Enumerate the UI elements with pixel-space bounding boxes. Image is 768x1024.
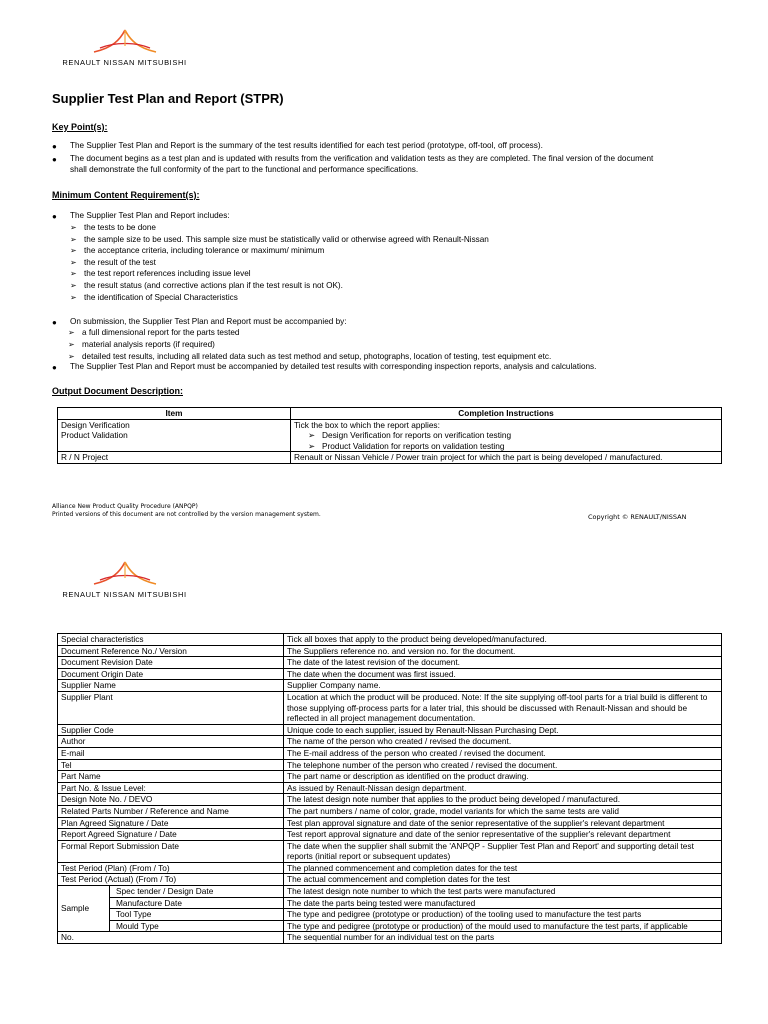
table-row: [58, 657, 722, 669]
key-points-heading: Key Point(s):: [52, 122, 108, 132]
table-row: [58, 680, 722, 692]
table-cell: Related Parts Number / Reference and Name: [58, 805, 284, 817]
table-cell: The name of the person who created / revised the document.: [284, 736, 722, 748]
sub-item-2: ➢ the sample size to be used. This sample size must be statistically valid or otherwise agreed with Renault-Nissan: [70, 235, 489, 244]
arrow-icon: ➢: [70, 235, 77, 244]
table-cell: The sequential number for an individual test on the parts: [284, 932, 722, 944]
table-row: [58, 645, 722, 657]
arrow-icon: ➢: [308, 430, 315, 441]
table-cell: The type and pedigree (prototype or production) of the mould used to manufacture the test parts, if applicable: [284, 920, 722, 932]
table-row: [58, 862, 722, 874]
table-cell: The part numbers / name of color, grade, model variants for which the same tests are valid: [284, 805, 722, 817]
table-header-row: [58, 408, 722, 420]
arrow-icon: ➢: [308, 440, 315, 451]
sub-item-5: ➢ the test report references including issue level: [70, 269, 251, 278]
table-cell: The latest design note number to which the test parts were manufactured: [284, 886, 722, 898]
sub2-item-3: ➢ detailed test results, including all related data such as test method and setup, photographs, location of testing, test equipment etc.: [68, 352, 552, 361]
min-content-last: The Supplier Test Plan and Report must be accompanied by detailed test results with corresponding inspection reports, analysis and calculations.: [70, 362, 597, 371]
brand-text: RENAULT NISSAN MITSUBISHI: [62, 590, 187, 599]
table-row: [58, 736, 722, 748]
arrow-icon: ➢: [68, 328, 75, 337]
col-instructions-header: Completion Instructions: [291, 408, 722, 420]
table-cell: Test Period (Plan) (From / To): [58, 862, 284, 874]
table-cell: Manufacture Date: [110, 897, 284, 909]
min-content-intro2: On submission, the Supplier Test Plan and Report must be accompanied by:: [70, 317, 347, 326]
table-row: [58, 920, 722, 932]
table-cell: Unique code to each supplier, issued by Renault-Nissan Purchasing Dept.: [284, 724, 722, 736]
table-row: [58, 829, 722, 841]
table-cell: Author: [58, 736, 284, 748]
table-cell: The E-mail address of the person who created / revised the document.: [284, 747, 722, 759]
table-cell: Location at which the product will be produced. Note: If the site supplying off-tool parts for a trial build is different to those supplying off-process parts for a later trial, this should be discussed with Renault-Nissan and should be reflected in all project management documentation.: [284, 691, 722, 724]
table-cell: No.: [58, 932, 284, 944]
table-cell: Design Verification Product Validation: [58, 419, 291, 452]
table-cell: The latest design note number that applies to the product being developed / manufactured.: [284, 794, 722, 806]
table-cell: The date when the supplier shall submit the 'ANPQP - Supplier Test Plan and Report' and supporting detail test reports (initial report or subsequent updates): [284, 840, 722, 862]
arrow-icon: ➢: [70, 269, 77, 278]
bullet-icon: ●: [52, 142, 57, 151]
table-row: [58, 840, 722, 862]
table-cell: Design Note No. / DEVO: [58, 794, 284, 806]
table-cell: Supplier Company name.: [284, 680, 722, 692]
sub2-item-2: ➢ material analysis reports (if required): [68, 340, 215, 349]
table-row: [58, 747, 722, 759]
table-row: [58, 794, 722, 806]
table-cell: Part No. & Issue Level:: [58, 782, 284, 794]
table-row: [58, 634, 722, 646]
definitions-table: [57, 633, 722, 944]
logo-icon: [90, 560, 160, 588]
table-cell: The date when the document was first issued.: [284, 668, 722, 680]
table-cell: The Suppliers reference no. and version no. for the document.: [284, 645, 722, 657]
table-row: [58, 419, 722, 452]
company-logo: [42, 28, 207, 67]
footer-note: Alliance New Product Quality Procedure (ANPQP) Printed versions of this document are not controlled by the version management system.: [52, 503, 321, 518]
company-logo-page2: [42, 560, 207, 599]
table-cell: Test report approval signature and date of the senior representative of the supplier's relevant department: [284, 829, 722, 841]
table-cell: The part name or description as identified on the product drawing.: [284, 771, 722, 783]
arrow-icon: ➢: [70, 281, 77, 290]
key-point-2b: shall demonstrate the full conformity of the part to the functional and performance specifications.: [70, 165, 419, 174]
arrow-icon: ➢: [70, 246, 77, 255]
table-cell: Formal Report Submission Date: [58, 840, 284, 862]
table-row: [58, 759, 722, 771]
table-cell: Renault or Nissan Vehicle / Power train project for which the part is being developed / manufactured.: [291, 452, 722, 464]
table-row: [58, 724, 722, 736]
table-cell: Document Origin Date: [58, 668, 284, 680]
bullet-icon: ●: [52, 318, 57, 327]
table-cell: Test plan approval signature and date of the senior representative of the supplier's relevant department: [284, 817, 722, 829]
copyright: Copyright © RENAULT/NISSAN: [588, 513, 687, 521]
table-row: [58, 771, 722, 783]
table-cell: Supplier Plant: [58, 691, 284, 724]
table-cell: Supplier Code: [58, 724, 284, 736]
arrow-icon: ➢: [70, 258, 77, 267]
bullet-icon: ●: [52, 212, 57, 221]
table-cell: Tick the box to which the report applies: ➢ Design Verification for reports on verification testing ➢ Product Validation for reports on validation testing: [291, 419, 722, 452]
key-point-1: The Supplier Test Plan and Report is the summary of the test results identified for each test period (prototype, off-tool, off process).: [70, 141, 543, 150]
table-row: [58, 874, 722, 886]
table-cell: As issued by Renault-Nissan design department.: [284, 782, 722, 794]
sub-item-4: ➢ the result of the test: [70, 258, 156, 267]
sub-item-3: ➢ the acceptance criteria, including tolerance or maximum/ minimum: [70, 246, 325, 255]
table-row: [58, 782, 722, 794]
min-content-heading: Minimum Content Requirement(s):: [52, 190, 200, 200]
sample-label-cell: Sample: [58, 886, 110, 932]
bullet-icon: ●: [52, 363, 57, 372]
table-cell: The date of the latest revision of the document.: [284, 657, 722, 669]
table-row: [58, 909, 722, 921]
key-point-2: The document begins as a test plan and is updated with results from the verification and validation tests as they are completed. The final version of the document: [70, 154, 654, 163]
table-cell: Mould Type: [110, 920, 284, 932]
page-title: Supplier Test Plan and Report (STPR): [52, 91, 284, 106]
output-desc-table: [57, 407, 722, 464]
table-cell: R / N Project: [58, 452, 291, 464]
logo-icon: [90, 28, 160, 56]
table-cell: The type and pedigree (prototype or production) of the tooling used to manufacture the test parts: [284, 909, 722, 921]
sub-item-7: ➢ the identification of Special Characteristics: [70, 293, 238, 302]
bullet-icon: ●: [52, 155, 57, 164]
table-cell: Plan Agreed Signature / Date: [58, 817, 284, 829]
arrow-icon: ➢: [68, 352, 75, 361]
table-cell: Part Name: [58, 771, 284, 783]
col-item-header: Item: [58, 408, 291, 420]
sub-item-1: ➢ the tests to be done: [70, 223, 156, 232]
table-row: [58, 452, 722, 464]
table-cell: Supplier Name: [58, 680, 284, 692]
table-cell: Document Reference No./ Version: [58, 645, 284, 657]
table-cell: The date the parts being tested were manufactured: [284, 897, 722, 909]
table-cell: Report Agreed Signature / Date: [58, 829, 284, 841]
table-cell: E-mail: [58, 747, 284, 759]
min-content-intro: The Supplier Test Plan and Report includes:: [70, 211, 230, 220]
sub2-item-1: ➢ a full dimensional report for the parts tested: [68, 328, 240, 337]
sub-item-6: ➢ the result status (and corrective actions plan if the test result is not OK).: [70, 281, 343, 290]
output-desc-heading: Output Document Description:: [52, 386, 183, 396]
table-cell: Spec tender / Design Date: [110, 886, 284, 898]
table-row: [58, 691, 722, 724]
table-cell: The actual commencement and completion dates for the test: [284, 874, 722, 886]
brand-text: RENAULT NISSAN MITSUBISHI: [62, 58, 187, 67]
table-cell: The telephone number of the person who created / revised the document.: [284, 759, 722, 771]
arrow-icon: ➢: [68, 340, 75, 349]
table-row: [58, 805, 722, 817]
table-row: [58, 886, 722, 898]
table-cell: Tel: [58, 759, 284, 771]
arrow-icon: ➢: [70, 293, 77, 302]
table-row: [58, 817, 722, 829]
table-cell: Special characteristics: [58, 634, 284, 646]
table-row: [58, 932, 722, 944]
table-cell: Document Revision Date: [58, 657, 284, 669]
table-cell: Tool Type: [110, 909, 284, 921]
table-row: [58, 897, 722, 909]
table-row: [58, 668, 722, 680]
table-cell: Tick all boxes that apply to the product being developed/manufactured.: [284, 634, 722, 646]
table-cell: The planned commencement and completion dates for the test: [284, 862, 722, 874]
arrow-icon: ➢: [70, 223, 77, 232]
table-cell: Test Period (Actual) (From / To): [58, 874, 284, 886]
